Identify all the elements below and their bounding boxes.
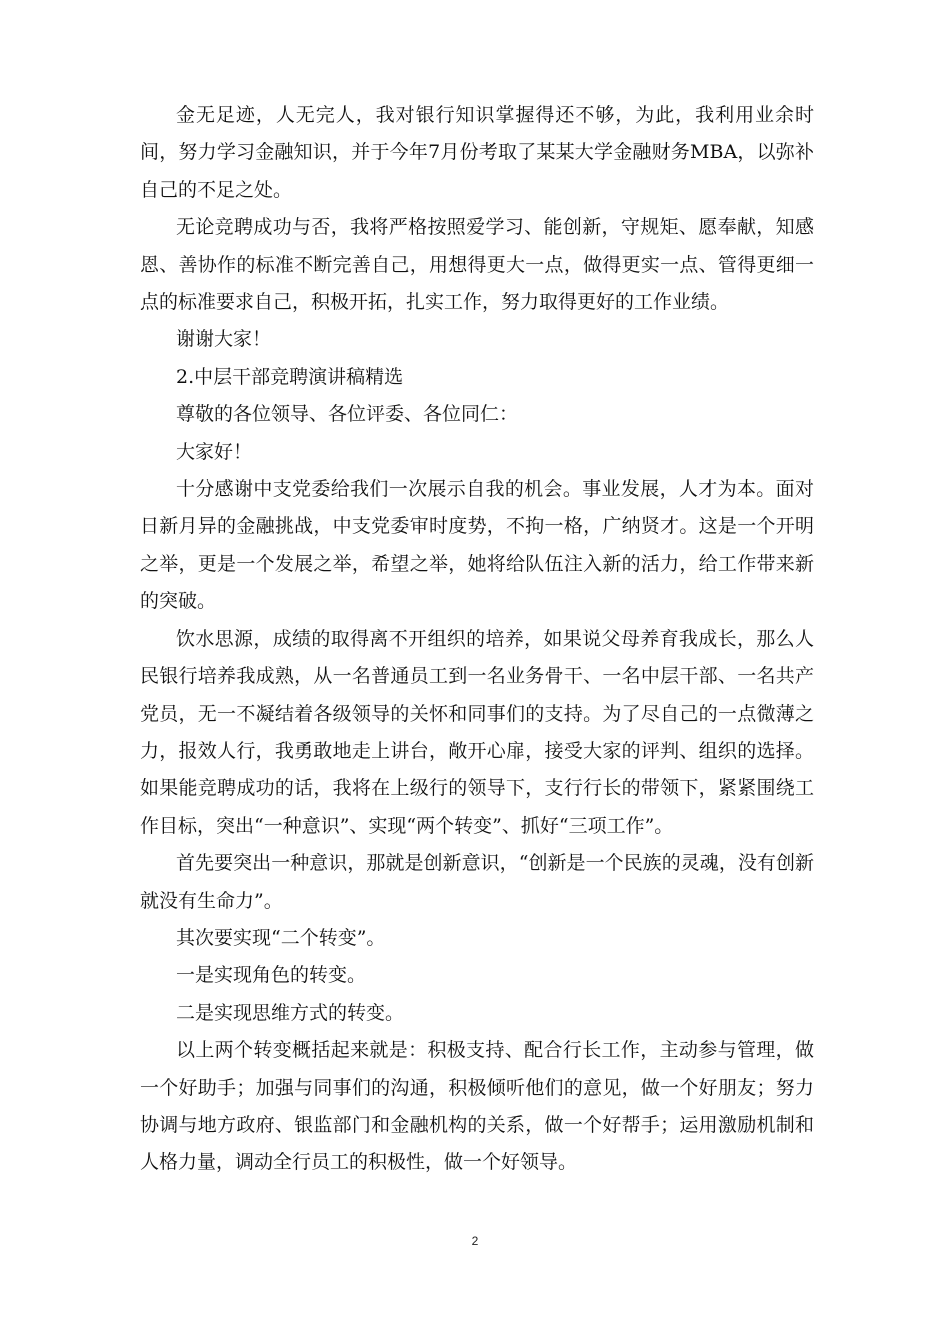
paragraph: 二是实现思维方式的转变。 bbox=[176, 1001, 405, 1024]
paragraph: 十分感谢中支党委给我们一次展示自我的机会。事业发展，人才为本。面对日新月异的金融挑战，中支党委审时度势，不拘一格，广纳贤才。这是一个开明之举，更是一个发展之举，希望之举，她将给队伍注入新的活力，给工作带来新的突破。 bbox=[140, 478, 814, 613]
page-number: 2 bbox=[471, 1234, 479, 1248]
paragraph: 首先要突出一种意识，那就是创新意识，“创新是一个民族的灵魂，没有创新就没有生命力”。 bbox=[140, 852, 814, 912]
paragraph: 其次要实现“二个转变”。 bbox=[176, 926, 386, 949]
section-heading: 2.中层干部竞聘演讲稿精选 bbox=[176, 365, 404, 388]
paragraph: 饮水思源，成绩的取得离不开组织的培养，如果说父母养育我成长，那么人民银行培养我成熟，从一名普通员工到一名业务骨干、一名中层干部、一名共产党员，无一不凝结着各级领导的关怀和同事们的支持。为了尽自己的一点微薄之力，报效人行，我勇敢地走上讲台，敞开心扉，接受大家的评判、组织的选择。如果能竞聘成功的话，我将在上级行的领导下，支行行长的带领下，紧紧围绕工作目标，突出“一种意识”、实现“两个转变”、抓好“三项工作”。 bbox=[140, 627, 814, 837]
paragraph: 无论竞聘成功与否，我将严格按照爱学习、能创新，守规矩、愿奉献，知感恩、善协作的标准不断完善自己，用想得更大一点，做得更实一点、管得更细一点的标准要求自己，积极开拓，扎实工作，努力取得更好的工作业绩。 bbox=[140, 216, 814, 314]
paragraph: 金无足迹，人无完人，我对银行知识掌握得还不够，为此，我利用业余时间，努力学习金融知识，并于今年7月份考取了某某大学金融财务MBA，以弥补自己的不足之处。 bbox=[140, 104, 814, 201]
document-body bbox=[140, 97, 814, 1182]
greeting: 大家好！ bbox=[176, 440, 253, 463]
paragraph: 一是实现角色的转变。 bbox=[176, 964, 367, 987]
paragraph: 以上两个转变概括起来就是：积极支持、配合行长工作，主动参与管理，做一个好助手；加强与同事们的沟通，积极倾听他们的意见，做一个好朋友；努力协调与地方政府、银监部门和金融机构的关系，做一个好帮手；运用激励机制和人格力量，调动全行员工的积极性，做一个好领导。 bbox=[140, 1039, 814, 1174]
salutation: 尊敬的各位领导、各位评委、各位同仁： bbox=[176, 403, 519, 426]
paragraph: 谢谢大家！ bbox=[176, 328, 272, 351]
